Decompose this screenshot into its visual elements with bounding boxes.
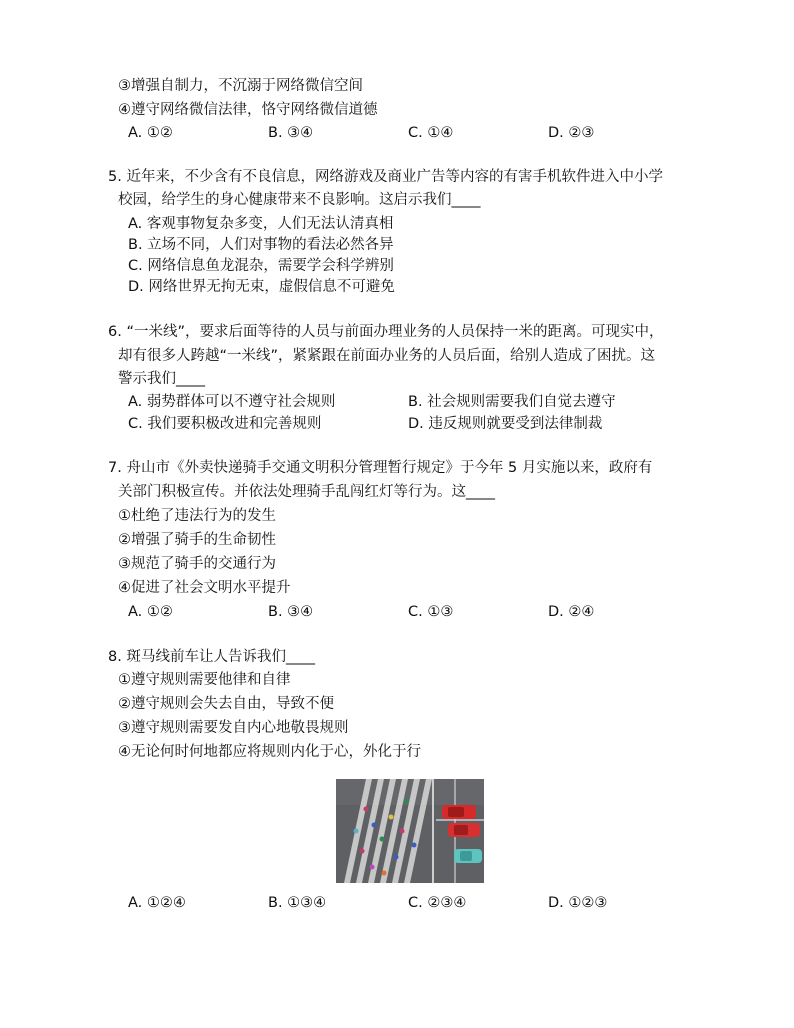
q7-stem-line1: 7. 舟山市《外卖快递骑手交通文明积分管理暂行规定》于今年 5 月实施以来，政府有 <box>108 460 653 476</box>
q6-stem-line2: 却有很多人跨越“一米线”，紧紧跟在前面办业务的人员后面，给别人造成了困扰。这 <box>118 348 656 364</box>
q5-stem-line1: 5. 近年来，不少含有不良信息，网络游戏及商业广告等内容的有害手机软件进入中小学 <box>108 169 663 185</box>
q8-statement-2: ②遵守规则会失去自由，导致不便 <box>118 696 334 712</box>
q6-stem-line1: 6. “一米线”，要求后面等待的人员与前面办理业务的人员保持一米的距离。可现实中， <box>108 324 664 340</box>
q4-option-c[interactable]: C. ①④ <box>408 125 454 141</box>
q5-option-d[interactable]: D. 网络世界无拘无束，虚假信息不可避免 <box>128 279 395 295</box>
q4-option-b[interactable]: B. ③④ <box>268 125 314 141</box>
crosswalk-photo <box>336 779 484 883</box>
q4-option-a[interactable]: A. ①② <box>128 125 173 141</box>
q7-option-c[interactable]: C. ①③ <box>408 604 454 620</box>
q5-option-c[interactable]: C. 网络信息鱼龙混杂，需要学会科学辨别 <box>128 258 394 274</box>
q6-option-c[interactable]: C. 我们要积极改进和完善规则 <box>128 416 322 432</box>
q8-statement-4: ④无论何时何地都应将规则内化于心，外化于行 <box>118 744 421 760</box>
q5-stem-line2: 校园，给学生的身心健康带来不良影响。这启示我们____ <box>118 192 481 208</box>
q5-option-a[interactable]: A. 客观事物复杂多变，人们无法认清真相 <box>128 216 394 232</box>
q7-stem-line2: 关部门积极宣传。并依法处理骑手乱闯红灯等行为。这____ <box>118 484 495 500</box>
q6-stem-line3: 警示我们____ <box>118 371 205 387</box>
q6-option-d[interactable]: D. 违反规则就要受到法律制裁 <box>408 416 603 432</box>
q8-statement-3: ③遵守规则需要发自内心地敬畏规则 <box>118 720 349 736</box>
q8-option-d[interactable]: D. ①②③ <box>548 895 608 911</box>
q7-statement-2: ②增强了骑手的生命韧性 <box>118 532 276 548</box>
q4-statement-3: ③增强自制力，不沉溺于网络微信空间 <box>118 78 363 94</box>
q5-option-b[interactable]: B. 立场不同，人们对事物的看法必然各异 <box>128 237 394 253</box>
q8-option-c[interactable]: C. ②③④ <box>408 895 467 911</box>
q7-statement-3: ③规范了骑手的交通行为 <box>118 556 276 572</box>
q8-option-a[interactable]: A. ①②④ <box>128 895 186 911</box>
q8-option-b[interactable]: B. ①③④ <box>268 895 327 911</box>
q4-statement-4: ④遵守网络微信法律，恪守网络微信道德 <box>118 102 378 118</box>
q7-option-a[interactable]: A. ①② <box>128 604 173 620</box>
q7-statement-1: ①杜绝了违法行为的发生 <box>118 508 276 524</box>
q8-stem-line1: 8. 斑马线前车让人告诉我们____ <box>108 649 315 665</box>
q6-option-a[interactable]: A. 弱势群体可以不遵守社会规则 <box>128 394 336 410</box>
q7-option-b[interactable]: B. ③④ <box>268 604 314 620</box>
q6-option-b[interactable]: B. 社会规则需要我们自觉去遵守 <box>408 394 616 410</box>
q7-option-d[interactable]: D. ②④ <box>548 604 595 620</box>
q7-statement-4: ④促进了社会文明水平提升 <box>118 580 291 596</box>
q8-statement-1: ①遵守规则需要他律和自律 <box>118 672 291 688</box>
q4-option-d[interactable]: D. ②③ <box>548 125 595 141</box>
